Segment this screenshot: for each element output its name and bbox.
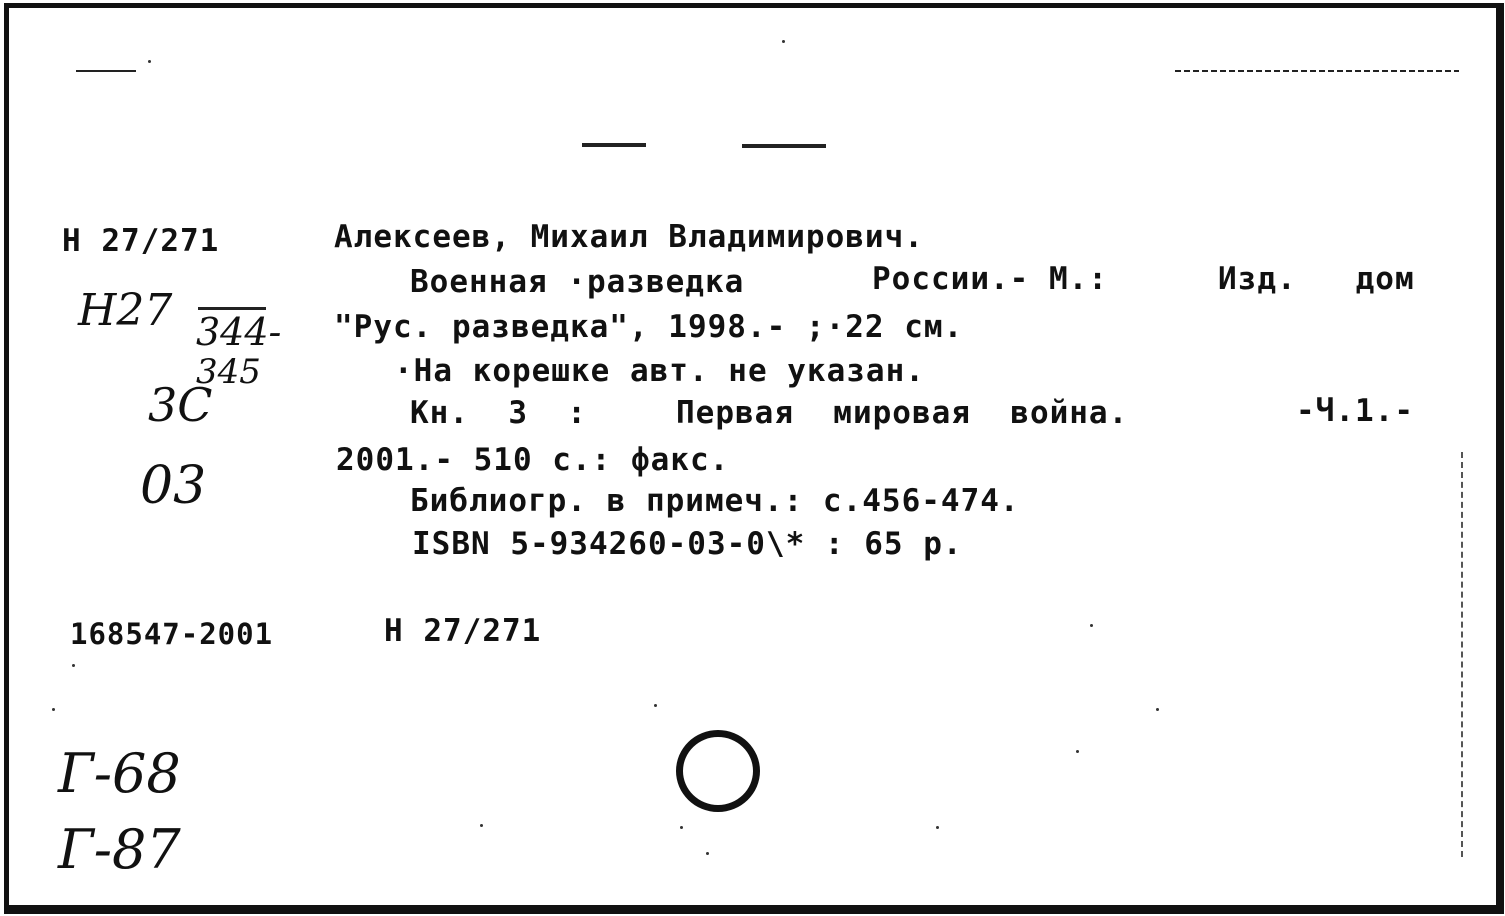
title-line-1-mid: России.- М.: — [872, 261, 1108, 297]
title-line-1-right: Изд. дом — [1218, 261, 1415, 297]
handwritten-mark-2: Г-87 — [58, 818, 181, 881]
speck — [52, 708, 55, 711]
center-rule-1 — [582, 143, 646, 147]
speck — [706, 852, 709, 855]
center-rule-2 — [742, 144, 826, 148]
top-rule-right — [1175, 70, 1459, 72]
volume-line-mid: Первая мировая война. — [676, 395, 1129, 431]
volume-line-right: -Ч.1.- — [1296, 393, 1414, 429]
punch-hole-ring — [676, 730, 760, 812]
volume-line-2: 2001.- 510 с.: факс. — [336, 442, 730, 478]
bibliography-note: Библиогр. в примеч.: с.456-474. — [410, 483, 1020, 519]
accession-number: 168547-2001 — [70, 617, 274, 651]
speck — [148, 60, 151, 63]
handwritten-code-5: 03 — [140, 456, 207, 516]
volume-line-left: Кн. 3 : — [410, 395, 587, 431]
handwritten-code-1: Н27 — [78, 285, 173, 336]
handwritten-code-4: 3С — [148, 378, 213, 432]
shelf-mark-text: Н 27/271 — [62, 223, 220, 259]
speck — [1076, 750, 1079, 753]
speck — [1090, 624, 1093, 627]
handwritten-code-2: 344- — [196, 310, 282, 354]
title-line-2: "Рус. разведка", 1998.- ;·22 см. — [334, 309, 964, 345]
speck — [1156, 708, 1159, 711]
footer-shelf-mark: Н 27/271 — [384, 613, 542, 649]
speck — [680, 826, 683, 829]
right-dashed-line — [1461, 452, 1463, 857]
handwritten-code-3: 345 — [196, 352, 261, 392]
note-line: ·На корешке авт. не указан. — [394, 353, 925, 389]
isbn-line: ISBN 5-934260-03-0\* : 65 р. — [412, 526, 963, 562]
top-rule-left — [76, 70, 136, 72]
handwritten-mark-1: Г-68 — [58, 742, 181, 805]
speck — [936, 826, 939, 829]
author-heading: Алексеев, Михаил Владимирович. — [334, 219, 924, 255]
speck — [480, 824, 483, 827]
speck — [654, 704, 657, 707]
speck — [782, 40, 785, 43]
title-line-1-left: Военная ·разведка — [410, 264, 745, 300]
speck — [72, 664, 75, 667]
